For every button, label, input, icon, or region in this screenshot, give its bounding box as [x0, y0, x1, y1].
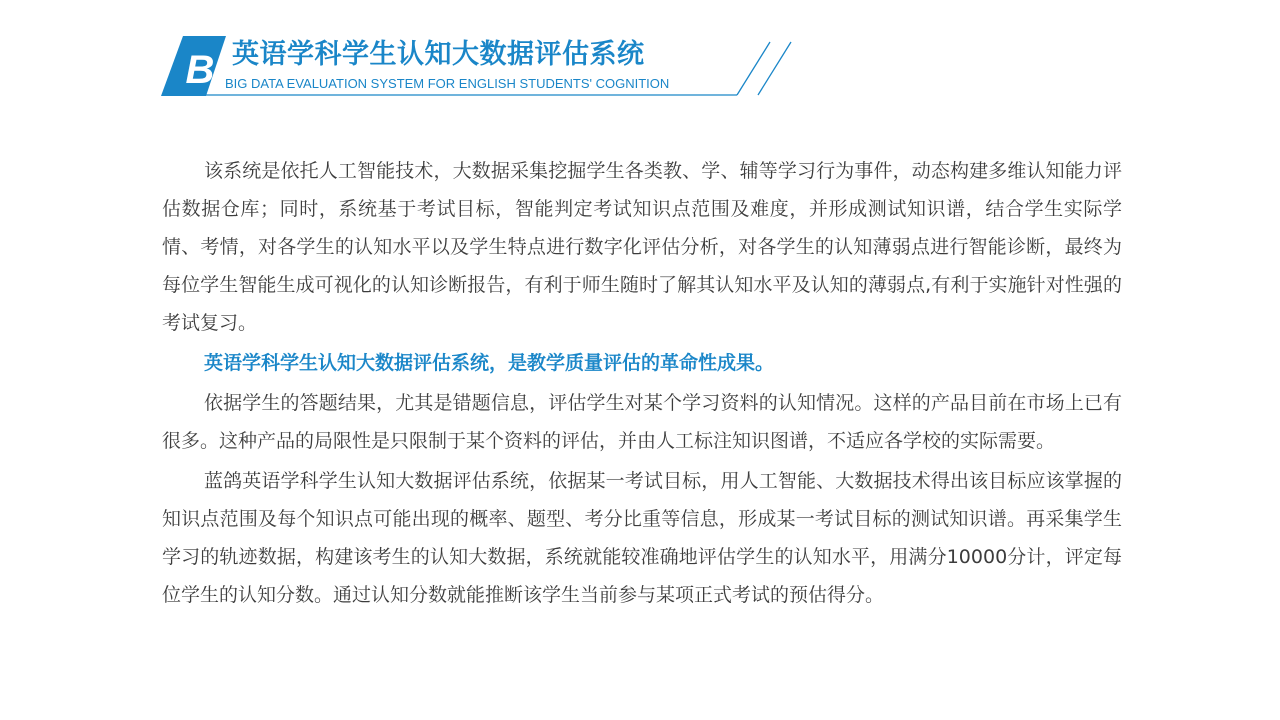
page-subtitle: BIG DATA EVALUATION SYSTEM FOR ENGLISH STUDENTS' COGNITION [225, 76, 670, 91]
slash-line-2 [758, 42, 791, 95]
page-header [0, 0, 1280, 110]
logo-letter: B [185, 48, 215, 92]
paragraph-system: 蓝鸽英语学科学生认知大数据评估系统，依据某一考试目标，用人工智能、大数据技术得出该目标应该掌握的知识点范围及每个知识点可能出现的概率、题型、考分比重等信息，形成某一考试目标的测试知识谱。再采集学生学习的轨迹数据，构建该考生的认知大数据，系统就能较准确地评估学生的认知水平，用满分10000分计，评定每位学生的认知分数。通过认知分数就能推断该学生当前参与某项正式考试的预估得分。 [162, 470, 1122, 606]
paragraph-market: 依据学生的答题结果，尤其是错题信息，评估学生对某个学习资料的认知情况。这样的产品目前在市场上已有很多。这种产品的局限性是只限制于某个资料的评估，并由人工标注知识图谱，不适应各学校的实际需要。 [162, 392, 1122, 452]
main-content [162, 152, 1122, 616]
paragraph-intro: 该系统是依托人工智能技术，大数据采集挖掘学生各类教、学、辅等学习行为事件，动态构建多维认知能力评估数据仓库；同时，系统基于考试目标，智能判定考试知识点范围及难度，并形成测试知识谱，结合学生实际学情、考情，对各学生的认知水平以及学生特点进行数字化评估分析，对各学生的认知薄弱点进行智能诊断，最终为每位学生智能生成可视化的认知诊断报告，有利于师生随时了解其认知水平及认知的薄弱点,有利于实施针对性强的考试复习。 [162, 160, 1122, 334]
logo-b-icon [178, 40, 218, 92]
page-title: 英语学科学生认知大数据评估系统 [232, 39, 645, 70]
paragraph-highlight: 英语学科学生认知大数据评估系统，是教学质量评估的革命性成果。 [204, 352, 775, 374]
slash-line-1 [737, 42, 770, 95]
